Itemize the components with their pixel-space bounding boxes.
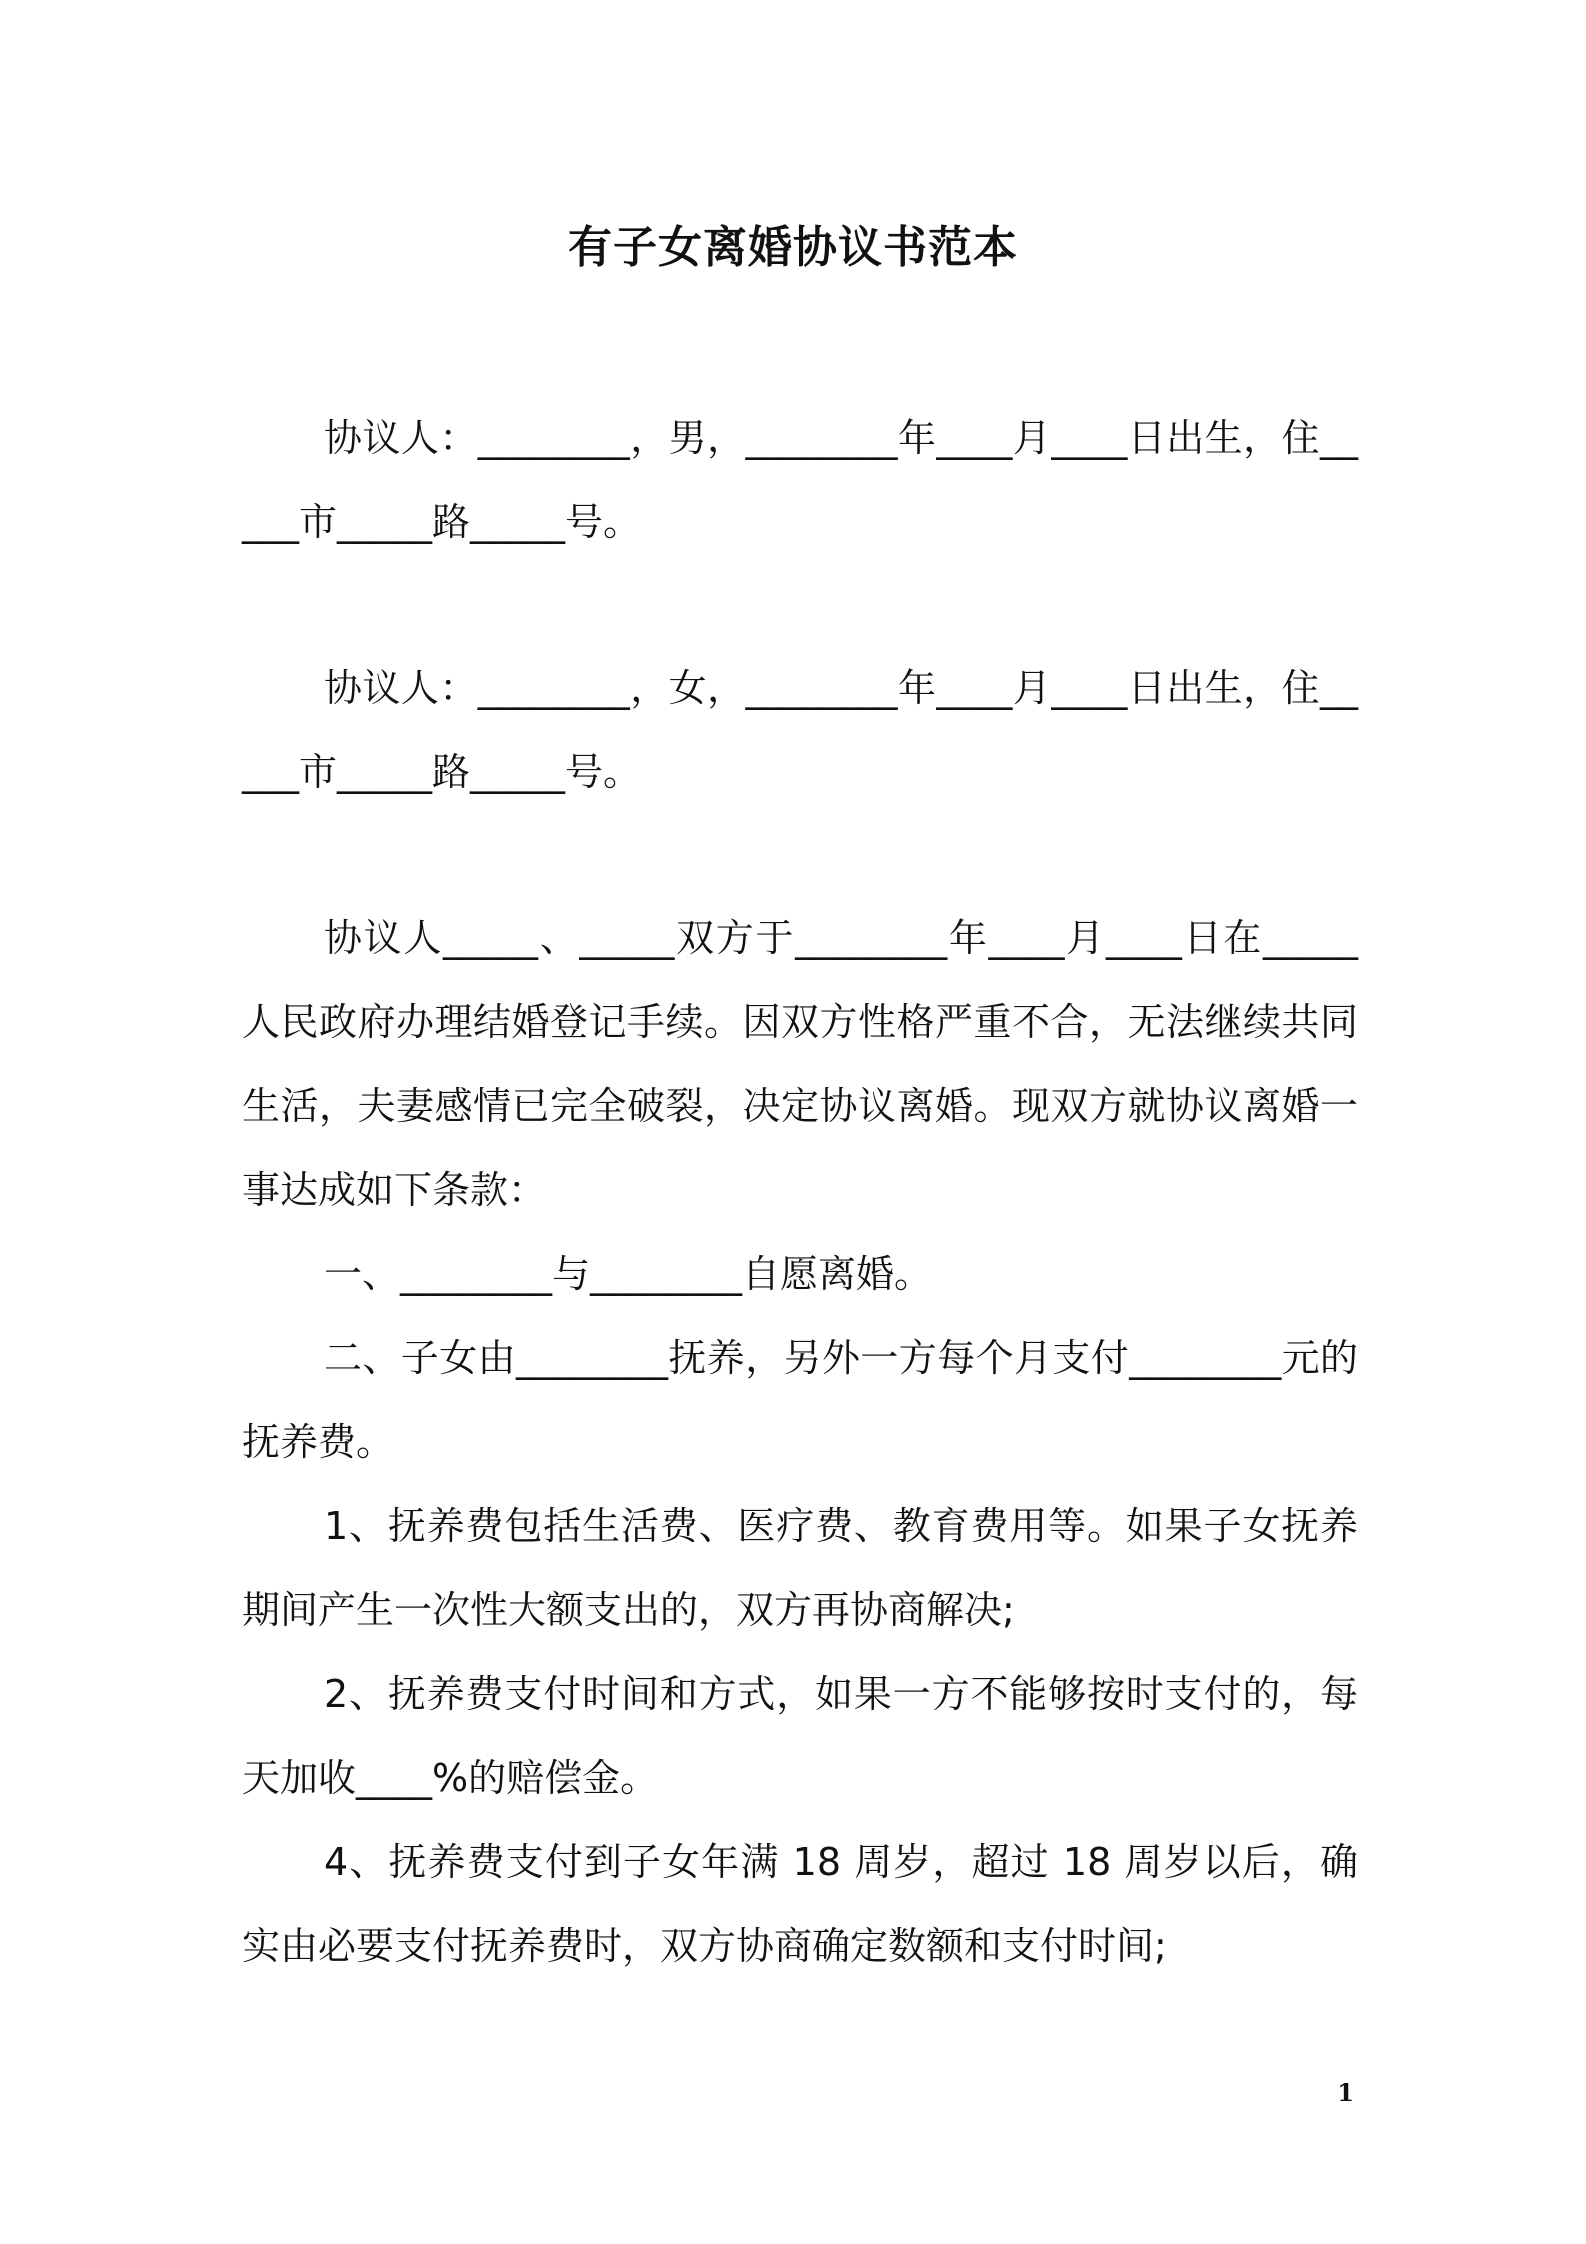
page-number: 1	[1337, 2078, 1354, 2107]
document-title: 有子女离婚协议书范本	[568, 222, 1018, 273]
sub-clause-1: 1、抚养费包括生活费、医疗费、教育费用等。如果子女抚养期间产生一次性大额支出的，双方再协商解决;	[242, 1504, 1358, 1632]
clause-two: 二、子女由________抚养，另外一方每个月支付________元的抚养费。	[242, 1336, 1358, 1464]
party-female-paragraph: 协议人：________，女，________年____月____日出生，住_____市_____路_____号。	[242, 666, 1358, 794]
agreement-intro-paragraph: 协议人_____、_____双方于________年____月____日在_____人民政府办理结婚登记手续。因双方性格严重不合，无法继续共同生活，夫妻感情已完全破裂，决定协议离婚。现双方就协议离婚一事达成如下条款：	[242, 916, 1358, 1212]
party-male-paragraph: 协议人：________，男，________年____月____日出生，住_____市_____路_____号。	[242, 416, 1358, 544]
sub-clause-2: 2、抚养费支付时间和方式，如果一方不能够按时支付的，每天加收____%的赔偿金。	[242, 1672, 1358, 1800]
sub-clause-4: 4、抚养费支付到子女年满 18 周岁，超过 18 周岁以后，确实由必要支付抚养费时，双方协商确定数额和支付时间;	[242, 1840, 1358, 1968]
clause-one: 一、________与________自愿离婚。	[324, 1252, 933, 1296]
